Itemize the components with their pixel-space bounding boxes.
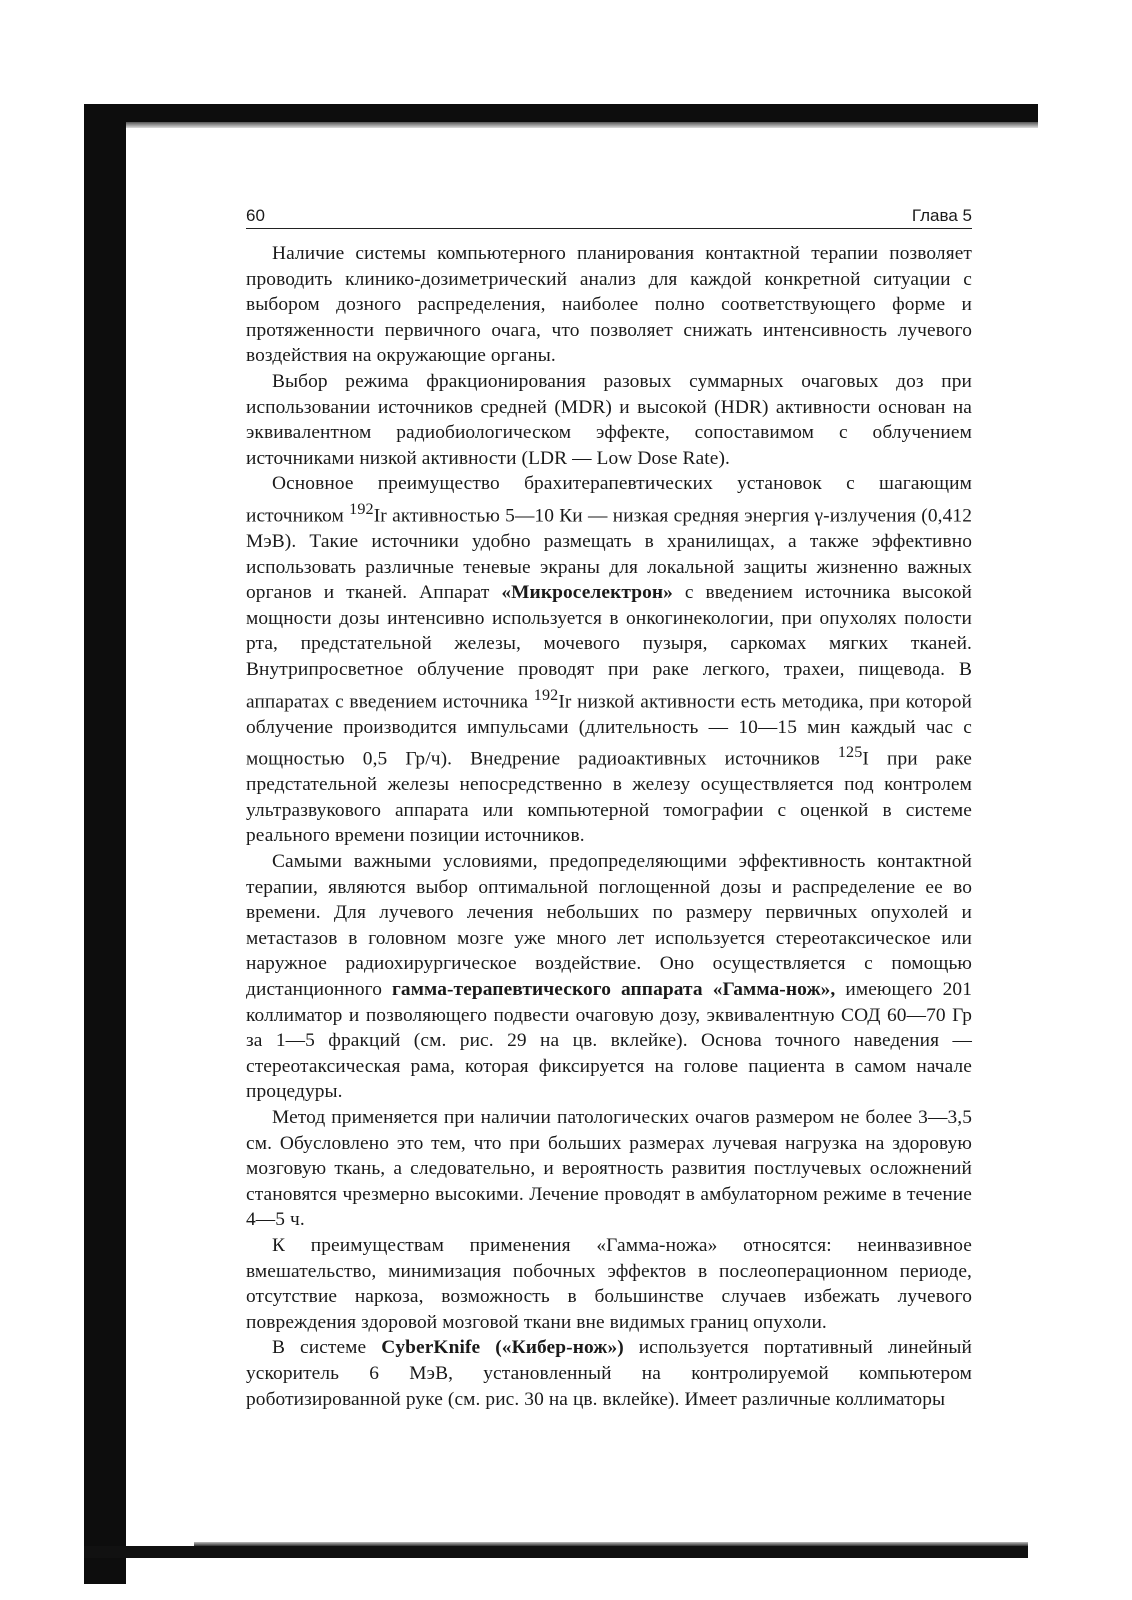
scan-border-top: [110, 104, 1038, 122]
body-text: [246, 241, 972, 1412]
paragraph-4: [246, 849, 972, 1105]
scan-border-left: [84, 104, 126, 1584]
paragraph-7: [246, 1335, 972, 1412]
paragraph-6: К преимуществам применения «Гамма-ножа» относятся: неинвазивное вмешательство, минимизация побочных эффектов в послеоперационном периоде, отсутствие наркоза, возможность в большинстве случаев избежать лучевого повреждения здоровой мозговой ткани вне видимых границ опухоли.: [246, 1234, 972, 1333]
text-run: I при раке предстательной железы непосредственно в железу осуществляется под контролем ультразвукового аппарата или компьютерной томографии с оценкой в системе реального времени позиции источников.: [246, 748, 972, 847]
paragraph-5: Метод применяется при наличии патологических очагов размером не более 3—3,5 см. Обусловлено это тем, что при больших размерах лучевая нагрузка на здоровую мозговую ткань, а следовательно, и вероятность развития постлучевых осложнений становятся чрезмерно высокими. Лечение проводят в амбулаторном режиме в течение 4—5 ч.: [246, 1107, 972, 1231]
text-run: с введением источника высокой мощности дозы интенсивно используется в онкогинекологии, при опухолях полости рта, предстательной железы, мочевого пузыря, саркомах мягких тканей. Внутрипросветное облучение проводят при раке легкого, трахеи, пищевода. В аппаратах с введением источника: [246, 582, 972, 713]
text-run: используется портативный линейный ускоритель 6 МэВ, установленный на контролируемой компьютером роботизированной руке (см. рис. 30 на цв. вклейке). Имеет различные коллиматоры: [246, 1337, 972, 1410]
text-run: Ir активностью 5—10 Ки — низкая средняя энергия γ-излучения (0,412 МэВ). Такие источники удобно размещать в хранилищах, а также эффективно использовать различные теневые экраны для локальной защиты жизненно важных органов и тканей. Аппарат: [246, 505, 972, 604]
scan-border-bottom: [84, 1546, 1028, 1558]
text-run: Ir низкой активности есть методика, при которой облучение производится импульсами (длительность — 10—15 мин каждый час с мощностью 0,5 Гр/ч). Внедрение радиоактивных источников: [246, 691, 972, 770]
device-name-bold: «Микроселектрон»: [501, 582, 673, 604]
text-run: Самыми важными условиями, предопределяющими эффективность контактной терапии, являются выбор оптимальной поглощенной дозы и распределение ее во времени. Для лучевого лечения небольших по размеру первичных опухолей и метастазов в головном мозге уже много лет используется стереотаксическое или наружное радиохирургическое воздействие. Оно осуществляется с помощью дистанционного: [246, 851, 972, 1001]
isotope-mass-number: 192: [349, 500, 374, 518]
isotope-mass-number: 125: [837, 744, 863, 762]
book-page: [246, 206, 972, 1412]
running-header: [246, 206, 972, 229]
paragraph-1: Наличие системы компьютерного планирования контактной терапии позволяет проводить клинико-дозиметрический анализ для каждой конкретной ситуации с выбором дозного распределения, наиболее полно соответствующего форме и протяженности первичного очага, что позволяет снижать интенсивность лучевого воздействия на окружающие органы.: [246, 243, 972, 367]
page-number: 60: [246, 206, 265, 225]
paragraph-3: [246, 471, 972, 849]
text-run: Основное преимущество брахитерапевтических установок с шагающим источником: [246, 473, 972, 527]
isotope-mass-number: 192: [533, 686, 559, 704]
device-name-bold: CyberKnife («Кибер-нож»): [381, 1337, 624, 1359]
text-run: В системе: [272, 1337, 382, 1359]
text-run: имеющего 201 коллиматор и позволяющего подвести очаговую дозу, эквивалентную СОД 60—70 Гр за 1—5 фракций (см. рис. 29 на цв. вклейке). Основа точного наведения — стереотаксическая рама, которая фиксируется на голове пациента в самом начале процедуры.: [246, 979, 972, 1103]
paragraph-2: Выбор режима фракционирования разовых суммарных очаговых доз при использовании источников средней (MDR) и высокой (HDR) активности основан на эквивалентном радиобиологическом эффекте, сопоставимом с облучением источниками низкой активности (LDR — Low Dose Rate).: [246, 370, 972, 469]
device-name-bold: гамма-терапевтического аппарата «Гамма-нож»,: [392, 979, 836, 1001]
chapter-title: Глава 5: [911, 206, 972, 225]
